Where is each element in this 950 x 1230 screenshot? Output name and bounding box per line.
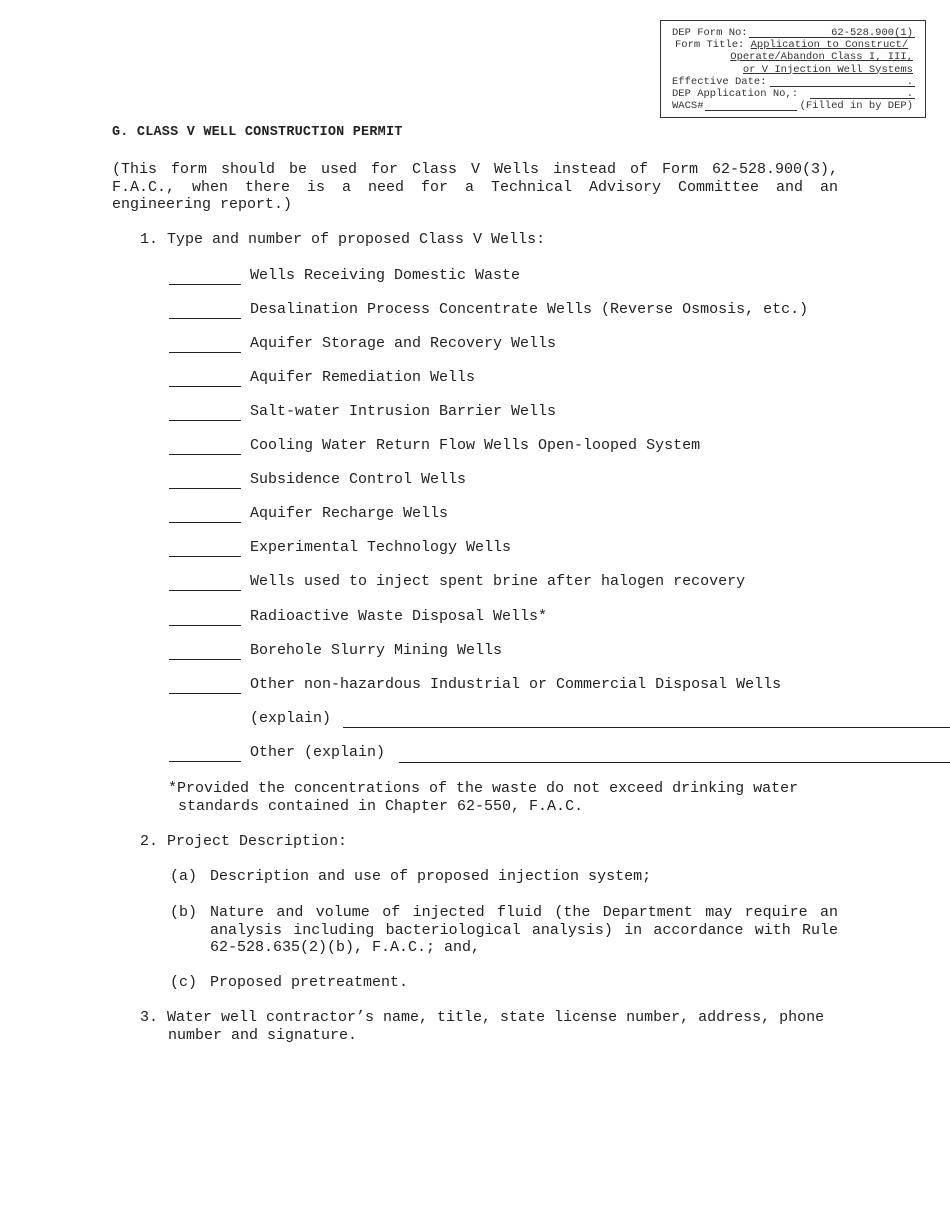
other-explain-label: Other (explain) (250, 744, 386, 761)
form-no-row (672, 27, 917, 39)
question-3-line-1: 3. Water well contractor’s name, title, state license number, address, phone (140, 1009, 825, 1026)
well-count-blank[interactable] (169, 693, 241, 694)
well-count-blank[interactable] (169, 352, 241, 353)
form-title-line-2: Operate/Abandon Class I, III, (730, 51, 913, 64)
wacs-label: WACS# (672, 100, 704, 113)
form-info-box (660, 20, 926, 118)
wacs-line (705, 110, 797, 111)
effective-date-row (672, 76, 917, 88)
well-count-blank[interactable] (169, 284, 241, 285)
question-3 (140, 1009, 824, 1045)
other-count-blank[interactable] (169, 761, 241, 762)
question-1-label: 1. Type and number of proposed Class V Wells: (140, 231, 546, 248)
well-type-option: Radioactive Waste Disposal Wells* (250, 608, 548, 625)
application-no-label: DEP Application No,: (672, 87, 799, 100)
form-title-label: Form Title: (675, 39, 745, 52)
well-type-option: Aquifer Remediation Wells (250, 369, 476, 386)
page-title: G. CLASS V WELL CONSTRUCTION PERMIT (112, 125, 403, 140)
well-count-blank[interactable] (169, 488, 241, 489)
well-count-blank[interactable] (169, 625, 241, 626)
effective-date-value: . (906, 75, 913, 88)
footnote (168, 780, 840, 816)
well-count-blank[interactable] (169, 556, 241, 557)
form-title-line-1: Application to Construct/ (750, 39, 909, 52)
question-3-line-2: number and signature. (168, 1027, 358, 1044)
well-count-blank[interactable] (169, 386, 241, 387)
well-type-option: Wells used to inject spent brine after halogen recovery (250, 573, 746, 590)
item-text: Description and use of proposed injection system; (210, 868, 652, 885)
item-marker: (b) (170, 904, 198, 921)
form-title-row (672, 39, 917, 51)
wacs-note: (Filled in by DEP) (799, 100, 913, 113)
well-count-blank[interactable] (169, 522, 241, 523)
footnote-line-1: *Provided the concentrations of the waste do not exceed drinking water (168, 780, 799, 797)
well-type-option: Borehole Slurry Mining Wells (250, 642, 503, 659)
explain-label: (explain) (250, 710, 332, 727)
well-type-option: Experimental Technology Wells (250, 539, 512, 556)
well-type-option: Cooling Water Return Flow Wells Open-looped System (250, 437, 701, 454)
wacs-row (672, 100, 917, 112)
well-type-option: Salt-water Intrusion Barrier Wells (250, 403, 557, 420)
item-marker: (c) (170, 974, 198, 991)
item-text: Nature and volume of injected fluid (the Department may require an analysis including bacteriological analysis) in accordance with Rule 62-528.635(2)(b), F.A.C.; and, (210, 904, 838, 956)
well-count-blank[interactable] (169, 659, 241, 660)
item-marker: (a) (170, 868, 198, 885)
form-no-value: 62-528.900(1) (831, 27, 913, 39)
form-title-row-2 (672, 51, 917, 63)
well-type-option: Aquifer Recharge Wells (250, 505, 449, 522)
footnote-line-2: standards contained in Chapter 62-550, F.A.C. (178, 798, 584, 815)
well-count-blank[interactable] (169, 590, 241, 591)
well-type-option: Wells Receiving Domestic Waste (250, 267, 521, 284)
effective-date-line (770, 86, 915, 87)
form-no-label: DEP Form No: (672, 27, 748, 39)
well-type-option: Other non-hazardous Industrial or Commercial Disposal Wells (250, 676, 782, 693)
application-no-value: . (906, 87, 913, 100)
intro-paragraph: (This form should be used for Class V Wells instead of Form 62-528.900(3), F.A.C., when there is a need for a Technical Advisory Committee and an engineering report.) (112, 161, 838, 213)
well-count-blank[interactable] (169, 454, 241, 455)
form-title-line-3: or V Injection Well Systems (742, 63, 913, 76)
question-2-label: 2. Project Description: (140, 833, 348, 850)
well-type-option: Desalination Process Concentrate Wells (Reverse Osmosis, etc.) (250, 301, 809, 318)
application-no-line (810, 98, 915, 99)
explain-input-line[interactable] (343, 727, 950, 728)
well-type-option: Aquifer Storage and Recovery Wells (250, 335, 557, 352)
other-explain-input-line[interactable] (399, 762, 950, 763)
effective-date-label: Effective Date: (672, 75, 767, 88)
well-type-option: Subsidence Control Wells (250, 471, 467, 488)
well-count-blank[interactable] (169, 318, 241, 319)
item-text: Proposed pretreatment. (210, 974, 409, 991)
application-no-row (672, 88, 917, 100)
well-count-blank[interactable] (169, 420, 241, 421)
form-title-row-3 (672, 64, 917, 76)
